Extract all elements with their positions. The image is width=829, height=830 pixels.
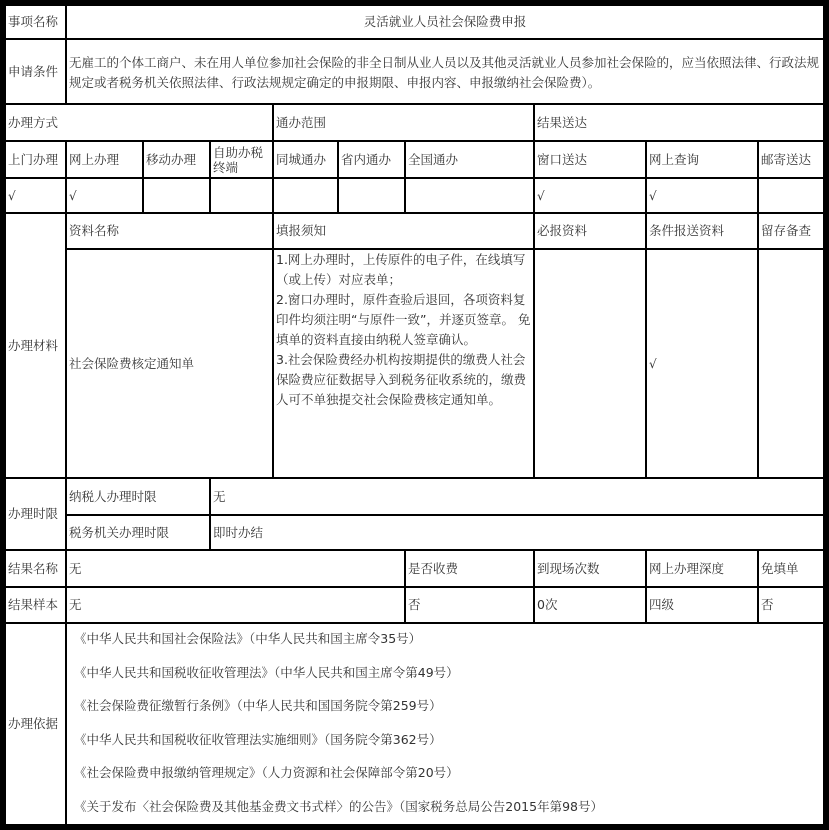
fee-label: 是否收费	[406, 551, 533, 586]
scope-province: 省内通办	[339, 142, 404, 177]
result-sample-label: 结果样本	[6, 588, 65, 622]
result-name-value: 无	[67, 551, 404, 586]
item-name-title: 灵活就业人员社会保险费申报	[67, 6, 823, 38]
method-self-service: 自助办税终端	[211, 142, 272, 177]
result-name-label: 结果名称	[6, 551, 65, 586]
check-online-query: √	[647, 179, 757, 212]
basis-label: 办理依据	[6, 624, 65, 824]
material-notes	[274, 250, 533, 477]
time-limit-taxpayer-label: 纳税人办理时限	[67, 479, 209, 514]
materials-header-name: 资料名称	[67, 214, 272, 248]
basis-item: 《社会保险费征缴暂行条例》（中华人民共和国国务院令第259号）	[74, 698, 442, 713]
check-self-service-empty	[211, 179, 272, 212]
material-conditional-check: √	[647, 250, 757, 477]
basis-item: 《中华人民共和国社会保险法》（中华人民共和国主席令35号）	[74, 631, 422, 646]
time-limit-taxpayer-value: 无	[211, 479, 823, 514]
basis-item: 《中华人民共和国税收征收管理法实施细则》（国务院令第362号）	[74, 731, 442, 747]
basis-item: 《社会保险费申报缴纳管理规定》（人力资源和社会保障部令第20号）	[74, 765, 459, 780]
check-mobile-empty	[144, 179, 209, 212]
item-name-label: 事项名称	[6, 6, 65, 38]
basis-item: 《中华人民共和国税收征收管理法》（中华人民共和国主席令第49号）	[74, 664, 459, 680]
form-free-value: 否	[759, 588, 823, 622]
online-depth-label: 网上办理深度	[647, 551, 757, 586]
material-note-1: 1.网上办理时，上传原件的电子件，在线填写（或上传）对应表单；	[276, 252, 526, 287]
check-online: √	[67, 179, 142, 212]
time-limit-authority-label: 税务机关办理时限	[67, 516, 209, 549]
check-national-empty	[406, 179, 533, 212]
time-limit-label: 办理时限	[6, 479, 65, 549]
materials-header-conditional: 条件报送资料	[647, 214, 757, 248]
material-note-2: 2.窗口办理时，原件查验后退回，各项资料复印件均须注明“与原件一致”，并逐页签章。 免填单的资料直接由纳税人签章确认。	[276, 292, 531, 347]
materials-label: 办理材料	[6, 214, 65, 477]
material-required-empty	[535, 250, 645, 477]
conditions-text: 无雇工的个体工商户、未在用人单位参加社会保险的非全日制从业人员以及其他灵活就业人员参加社会保险的，应当依照法律、行政法规规定或者税务机关依照法律、行政法规规定确定的申报期限、申报内容、申报缴纳社会保险费）。	[67, 40, 823, 103]
check-mail-empty	[759, 179, 823, 212]
scope-national: 全国通办	[406, 142, 533, 177]
online-depth-value: 四级	[647, 588, 757, 622]
material-note-3: 3.社会保险费经办机构按期提供的缴费人社会保险费应征数据导入到税务征收系统的，缴费人可不单独提交社会保险费核定通知单。	[276, 352, 527, 407]
check-city-empty	[274, 179, 337, 212]
check-window: √	[535, 179, 645, 212]
scope-header: 通办范围	[274, 105, 533, 140]
method-mobile: 移动办理	[144, 142, 209, 177]
visits-value: 0次	[535, 588, 645, 622]
method-door: 上门办理	[6, 142, 65, 177]
form-free-label: 免填单	[759, 551, 823, 586]
basis-item: 《关于发布〈社会保险费及其他基金费文书式样〉的公告》（国家税务总局公告2015年第98号）	[74, 798, 603, 814]
method-online: 网上办理	[67, 142, 142, 177]
check-province-empty	[339, 179, 404, 212]
basis-list	[67, 624, 823, 824]
check-door: √	[6, 179, 65, 212]
delivery-mail: 邮寄送达	[759, 142, 823, 177]
result-sample-value: 无	[67, 588, 404, 622]
materials-header-required: 必报资料	[535, 214, 645, 248]
material-name: 社会保险费核定通知单	[67, 250, 272, 477]
delivery-online-query: 网上查询	[647, 142, 757, 177]
material-archive-empty	[759, 250, 823, 477]
fee-value: 否	[406, 588, 533, 622]
scope-city: 同城通办	[274, 142, 337, 177]
materials-header-archive: 留存备查	[759, 214, 823, 248]
delivery-header: 结果送达	[535, 105, 823, 140]
handling-methods-header: 办理方式	[6, 105, 272, 140]
materials-header-notes: 填报须知	[274, 214, 533, 248]
delivery-window: 窗口送达	[535, 142, 645, 177]
time-limit-authority-value: 即时办结	[211, 516, 823, 549]
conditions-label: 申请条件	[6, 40, 65, 103]
visits-label: 到现场次数	[535, 551, 645, 586]
